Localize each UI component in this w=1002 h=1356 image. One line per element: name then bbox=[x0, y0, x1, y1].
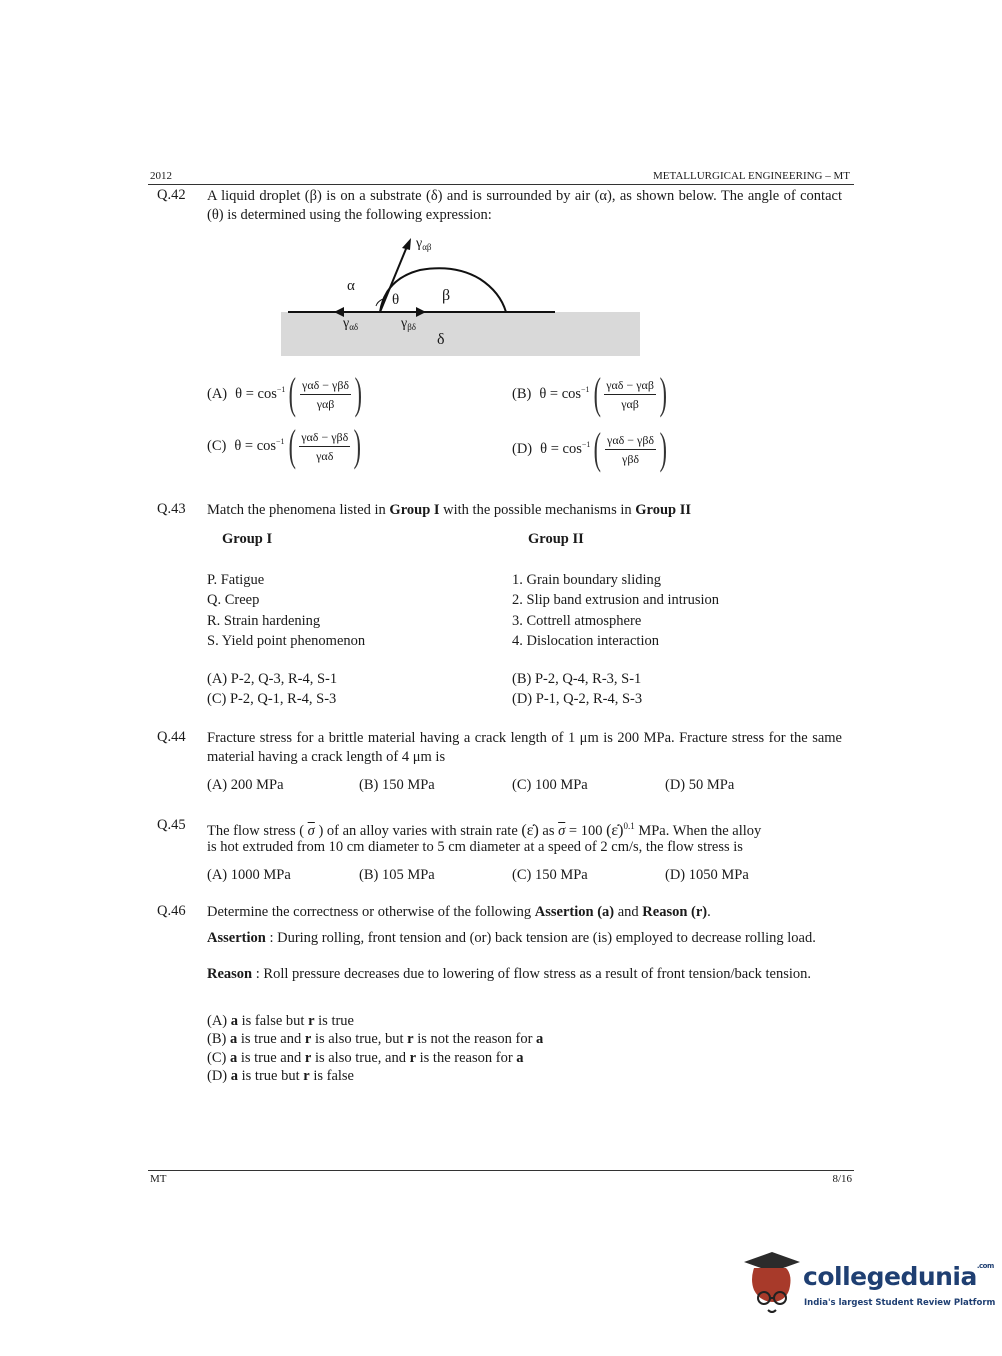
label-gamma-ab: $\gamma_{\alpha\beta}$ bbox=[416, 236, 432, 252]
q43-number: Q.43 bbox=[157, 501, 186, 517]
q46-option-b: (B) a is true and r is also true, but r is not the reason for a bbox=[207, 1031, 544, 1048]
footer-rule bbox=[148, 1170, 854, 1171]
label-alpha: α bbox=[347, 278, 355, 294]
group2-list bbox=[512, 570, 719, 651]
q46-option-c: (C) a is true and r is also true, and r is the reason for a bbox=[207, 1049, 524, 1066]
group1-list bbox=[207, 570, 365, 651]
label-gamma-ad: $\gamma_{\alpha\delta}$ bbox=[343, 316, 359, 332]
q44-option-b: (B) 150 MPa bbox=[359, 777, 435, 793]
q46-reason: Reason : Roll pressure decreases due to lowering of flow stress as a result of front tension/back tension. bbox=[207, 966, 812, 982]
droplet-diagram bbox=[280, 234, 642, 358]
q43-option-b: (B) P-2, Q-4, R-3, S-1 bbox=[512, 671, 642, 687]
label-delta: δ bbox=[437, 331, 445, 348]
q44-option-a: (A) 200 MPa bbox=[207, 777, 284, 793]
group2-item: 2. Slip band extrusion and intrusion bbox=[512, 592, 720, 609]
q45-option-b: (B) 105 MPa bbox=[359, 867, 435, 883]
group1-item: P. Fatigue bbox=[207, 572, 265, 588]
footer-page: 8/16 bbox=[832, 1173, 852, 1185]
q46-option-a: (A) a is false but r is true bbox=[207, 1013, 354, 1029]
group2-item: 4. Dislocation interaction bbox=[512, 632, 659, 649]
group1-title: Group I bbox=[222, 531, 273, 547]
q42-option-a: (A) $\theta = \cos^{-1}$ ( $\frac{\text{γαδ − γβδ}}{\text{γαβ}}$ ) bbox=[207, 369, 363, 418]
q45-line2: is hot extruded from 10 cm diameter to 5 cm diameter at a speed of 2 cm/s, the flow stress is bbox=[207, 839, 743, 855]
header-subject: METALLURGICAL ENGINEERING – MT bbox=[653, 170, 850, 182]
group2-item: 3. Cottrell atmosphere bbox=[512, 612, 642, 629]
group2-item: 1. Grain boundary sliding bbox=[512, 572, 662, 588]
group2-title: Group II bbox=[528, 531, 584, 547]
header-rule bbox=[148, 184, 854, 185]
label-beta: β bbox=[442, 287, 451, 304]
q44-number: Q.44 bbox=[157, 729, 186, 745]
q45-line1: The flow stress ( $\overline{\sigma}$ ) of an alloy varies with strain rate (ε̇) as $\overline{\sigma} = 100$ (ε̇)$^{0.1}$ MPa. When the alloy bbox=[207, 821, 762, 839]
q45-number: Q.45 bbox=[157, 817, 186, 833]
q46-text: Determine the correctness or otherwise of the following Assertion (a) and Reason (r). bbox=[207, 904, 711, 920]
q42-option-d: (D) $\theta = \cos^{-1}$ ( $\frac{\text{γαδ − γβδ}}{\text{γβδ}}$ ) bbox=[512, 424, 668, 473]
header-year: 2012 bbox=[150, 170, 172, 182]
group1-item: R. Strain hardening bbox=[207, 612, 321, 629]
q42-option-b: (B) $\theta = \cos^{-1}$ ( $\frac{\text{γαδ − γαβ}}{\text{γαβ}}$ ) bbox=[512, 369, 667, 418]
logo-name: collegedunia$^{.com}$ bbox=[803, 1262, 994, 1291]
q45-option-c: (C) 150 MPa bbox=[512, 867, 588, 883]
q46-options bbox=[207, 1012, 543, 1085]
q42-option-c: (C) $\theta = \cos^{-1}$ ( $\frac{\text{γαδ − γβδ}}{\text{γαδ}}$ ) bbox=[207, 421, 362, 470]
label-gamma-bd: $\gamma_{\beta\delta}$ bbox=[401, 316, 417, 332]
group1-item: S. Yield point phenomenon bbox=[207, 632, 366, 649]
footer-code: MT bbox=[150, 1173, 167, 1185]
q46-option-d: (D) a is true but r is false bbox=[207, 1067, 354, 1084]
substrate-region bbox=[281, 312, 640, 356]
q42-number: Q.42 bbox=[157, 187, 186, 203]
label-theta: θ bbox=[392, 292, 400, 308]
q45-option-d: (D) 1050 MPa bbox=[665, 867, 749, 883]
q43-text: Match the phenomena listed in Group I with the possible mechanisms in Group II bbox=[207, 502, 692, 518]
q43-option-a: (A) P-2, Q-3, R-4, S-1 bbox=[207, 671, 338, 687]
q45-option-a: (A) 1000 MPa bbox=[207, 867, 291, 883]
q46-assertion: Assertion : During rolling, front tension and (or) back tension are (is) employed to decrease rolling load. bbox=[207, 930, 816, 946]
mascot-icon bbox=[742, 1250, 802, 1318]
q43-option-d: (D) P-1, Q-2, R-4, S-3 bbox=[512, 691, 643, 707]
q44-text: Fracture stress for a brittle material having a crack length of 1 μm is 200 MPa. Fracture stress for the same material having a crack length of 4 μm is bbox=[207, 730, 842, 765]
q44-option-c: (C) 100 MPa bbox=[512, 777, 588, 793]
q44-option-d: (D) 50 MPa bbox=[665, 777, 735, 793]
q43-option-c: (C) P-2, Q-1, R-4, S-3 bbox=[207, 691, 337, 707]
q46-number: Q.46 bbox=[157, 903, 186, 919]
q42-text: A liquid droplet (β) is on a substrate (δ) and is surrounded by air (α), as shown below. The angle of contact (θ) is determined using the following expression: bbox=[207, 188, 842, 223]
group1-item: Q. Creep bbox=[207, 592, 260, 609]
logo-tagline: India's largest Student Review Platform bbox=[804, 1298, 996, 1308]
